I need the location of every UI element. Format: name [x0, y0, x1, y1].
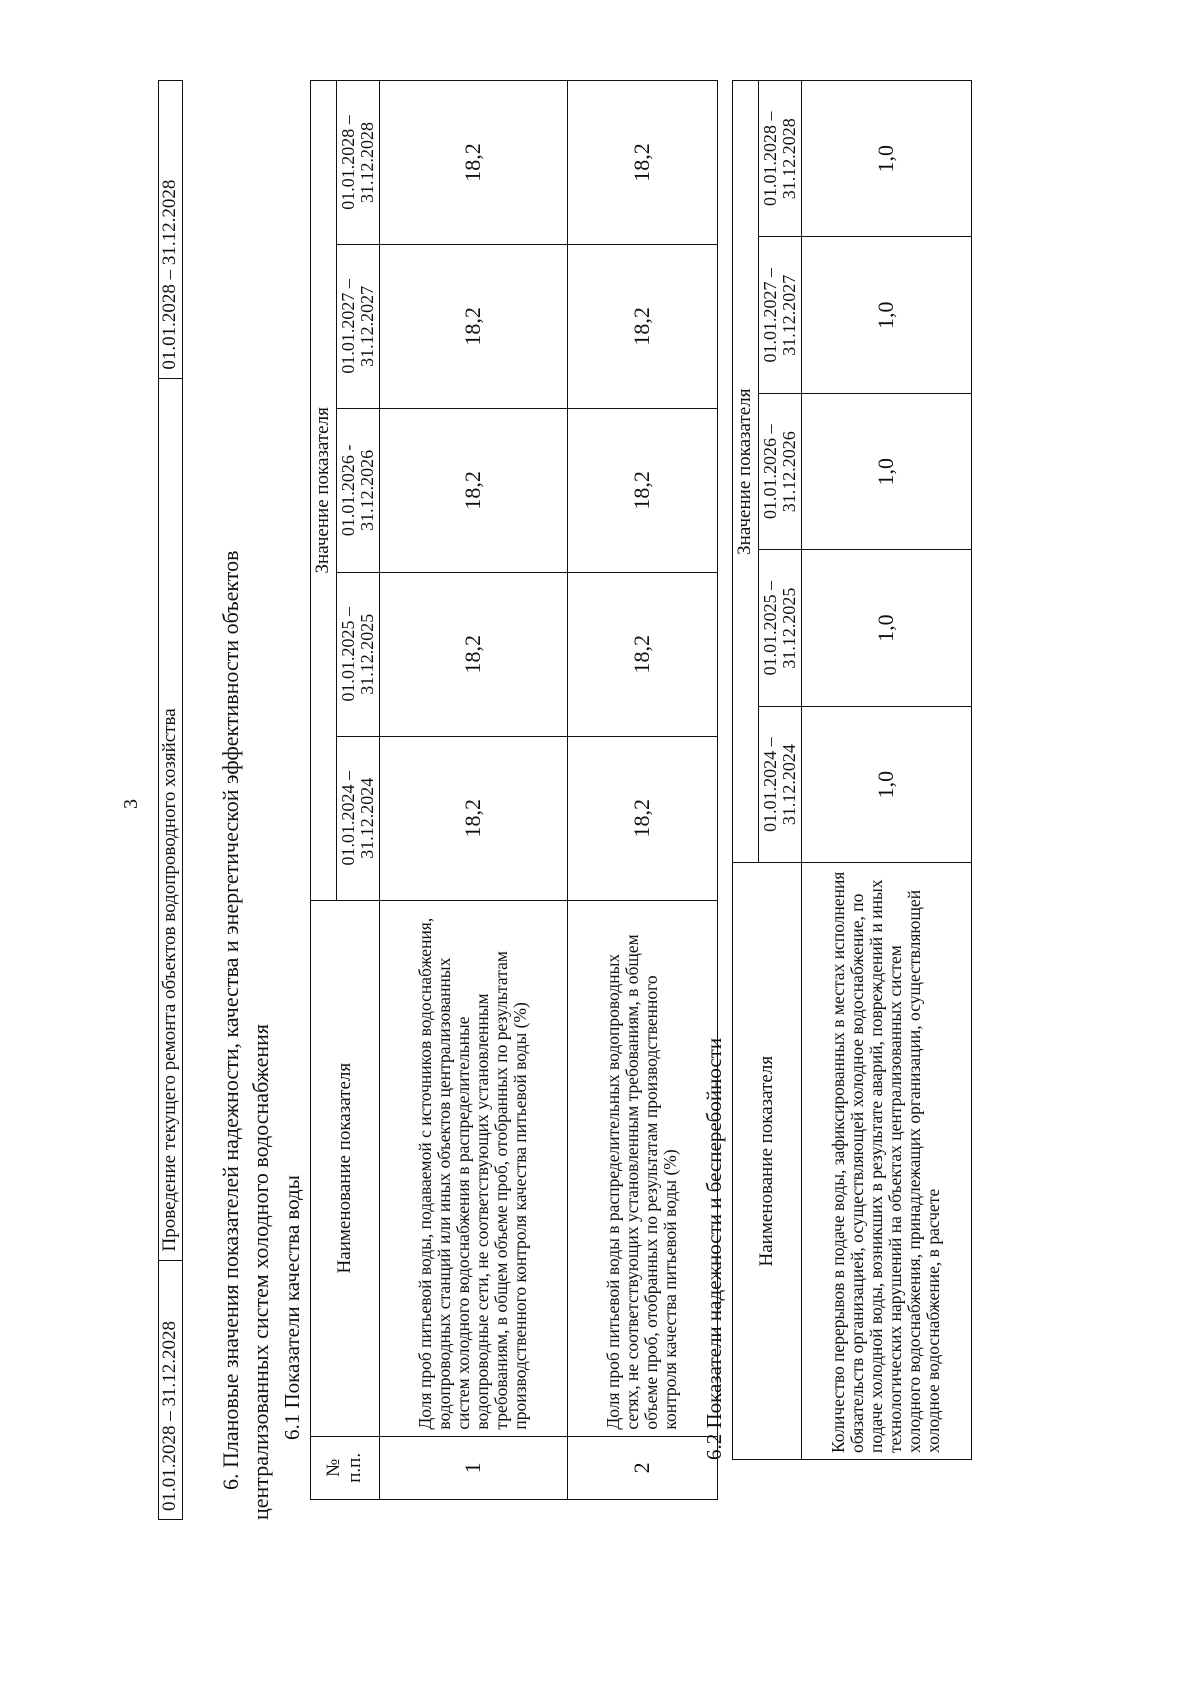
- section-6-1-title: 6.1 Показатели качества воды: [280, 1175, 304, 1440]
- page-number: 3: [120, 799, 142, 809]
- indicator-name: Доля проб питьевой воды в распределительных водопроводных сетях, не соответствующих установленным требованиям, в общем объеме проб, отобранных по результатам производственного контроля качества питьевой воды (%): [567, 900, 717, 1436]
- indicator-value: 18,2: [379, 408, 567, 572]
- header-period: 01.01.2024 – 31.12.2024: [758, 706, 801, 862]
- section-6-heading: [216, 80, 276, 1520]
- indicator-value: 1,0: [801, 393, 971, 549]
- section-6-2-title: 6.2 Показатели надежности и бесперебойности: [702, 1037, 726, 1460]
- section-6-title-line2: централизованных систем холодного водоснабжения: [248, 1023, 273, 1520]
- indicator-value: 18,2: [567, 572, 717, 736]
- section-6-title-line1: 6. Плановые значения показателей надежности, качества и энергетической эффективности объектов: [218, 550, 243, 1490]
- header-period: 01.01.2025 – 31.12.2025: [758, 550, 801, 706]
- header-period: 01.01.2027 – 31.12.2027: [758, 237, 801, 393]
- header-indicator-name: Наименование показателя: [733, 863, 802, 1460]
- indicator-name: Доля проб питьевой воды, подаваемой с источников водоснабжения, водопроводных станций или иных объектов централизованных систем холодного водоснабжения в распределительные водопроводные сети, не соответствующих установленным требованиям, в общем объеме проб, отобранных по результатам производственного контроля качества питьевой воды (%): [379, 900, 567, 1436]
- header-number: № п.п.: [311, 1436, 380, 1499]
- header-period: 01.01.2028 – 31.12.2028: [336, 81, 379, 245]
- table-row: [801, 81, 971, 1460]
- header-indicator-value: Значение показателя: [733, 81, 759, 863]
- indicator-name: Количество перерывов в подаче воды, зафиксированных в местах исполнения обязательств организацией, осуществляющей холодное водоснабжение, по подаче холодной воды, возникших в результате аварий, повреждений и иных технологических нарушений на объектах централизованных систем холодного водоснабжения, принадлежащих организации, осуществляющей холодное водоснабжение, в расчете: [801, 863, 971, 1460]
- indicator-value: 18,2: [567, 244, 717, 408]
- indicator-value: 1,0: [801, 706, 971, 862]
- indicator-value: 18,2: [379, 572, 567, 736]
- rotated-content: [120, 60, 980, 1560]
- header-period: 01.01.2024 – 31.12.2024: [336, 736, 379, 900]
- header-indicator-name: Наименование показателя: [311, 900, 380, 1436]
- table-row: [159, 81, 183, 1520]
- table-header-row: [733, 81, 759, 1460]
- header-period: 01.01.2026 - 31.12.2026: [336, 408, 379, 572]
- water-quality-table: [310, 80, 718, 1500]
- row-number: 2: [567, 1436, 717, 1499]
- indicator-value: 18,2: [379, 736, 567, 900]
- indicator-value: 18,2: [379, 81, 567, 245]
- indicator-value: 1,0: [801, 81, 971, 238]
- row-number: 1: [379, 1436, 567, 1499]
- indicator-value: 18,2: [567, 736, 717, 900]
- reliability-table: [732, 80, 972, 1460]
- period-cell: 01.01.2028 – 31.12.2028: [159, 1260, 183, 1519]
- indicator-value: 18,2: [567, 81, 717, 245]
- header-period: 01.01.2025 – 31.12.2025: [336, 572, 379, 736]
- header-period: 01.01.2028 – 31.12.2028: [758, 81, 801, 238]
- table-header-row: [311, 81, 337, 1500]
- header-period: 01.01.2026 – 31.12.2026: [758, 393, 801, 549]
- table-row: [567, 81, 717, 1500]
- header-period: 01.01.2027 – 31.12.2027: [336, 244, 379, 408]
- indicator-value: 1,0: [801, 550, 971, 706]
- period-cell: 01.01.2028 – 31.12.2028: [159, 81, 183, 379]
- indicator-value: 18,2: [567, 408, 717, 572]
- indicator-value: 18,2: [379, 244, 567, 408]
- activity-cell: Проведение текущего ремонта объектов водопроводного хозяйства: [159, 378, 183, 1260]
- indicator-value: 1,0: [801, 237, 971, 393]
- table-row: [379, 81, 567, 1500]
- schedule-row-table: [158, 80, 183, 1520]
- header-indicator-value: Значение показателя: [311, 81, 337, 901]
